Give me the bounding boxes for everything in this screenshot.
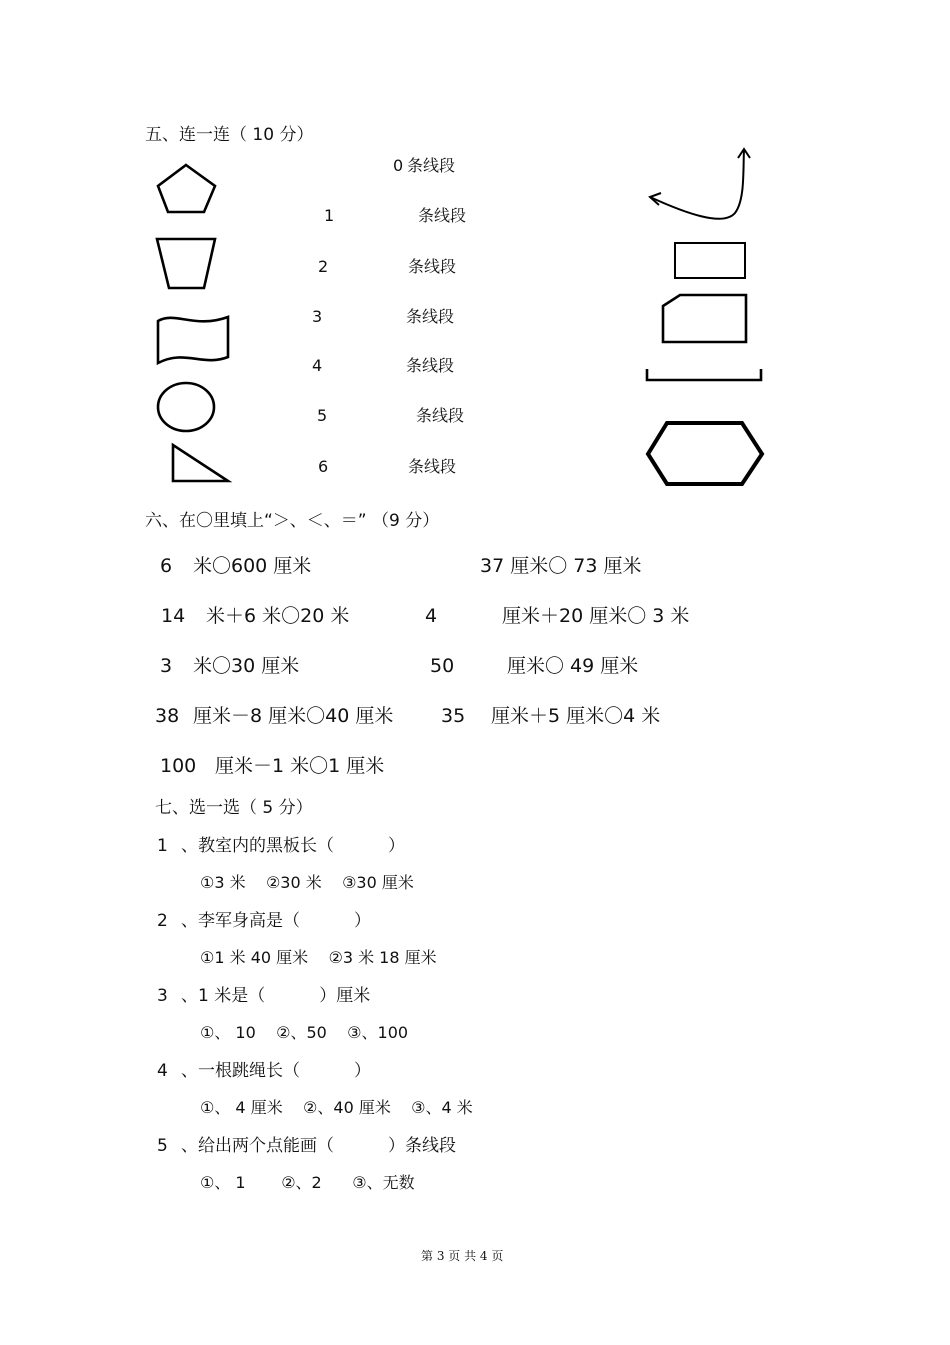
compare-left-num: 6 — [160, 555, 173, 577]
question-text: 、李军身高是（ ） — [181, 911, 372, 931]
section6-title: 六、在〇里填上“＞、＜、＝” （9 分） — [145, 511, 440, 531]
curved-arrow-icon — [645, 145, 760, 230]
rectangle-icon — [672, 240, 752, 282]
compare-right-expr: 37 厘米〇 73 厘米 — [480, 555, 642, 577]
count-num-5: 5 — [317, 406, 328, 425]
question-text: 、一根跳绳长（ ） — [181, 1061, 372, 1081]
compare-right-expr: 厘米＋20 厘米〇 3 米 — [502, 605, 690, 627]
question-text: 、教室内的黑板长（ ） — [181, 836, 406, 856]
count-label-4: 条线段 — [406, 356, 455, 375]
circle-icon — [155, 380, 220, 435]
count-num-2: 2 — [318, 257, 329, 276]
count-num-0: 0 — [393, 156, 404, 175]
page-number: 第 3 页 共 4 页 — [421, 1249, 504, 1263]
compare-left-num: 14 — [161, 605, 186, 627]
trapezoid-icon — [155, 236, 220, 291]
compare-right-expr: 厘米＋5 厘米〇4 米 — [491, 705, 661, 727]
question-number: 1 — [157, 836, 168, 856]
count-num-3: 3 — [312, 307, 323, 326]
hexagon-icon — [645, 420, 767, 488]
cut-corner-pentagon-icon — [660, 292, 752, 347]
question-text: 、给出两个点能画（ ）条线段 — [181, 1136, 457, 1156]
count-label-5: 条线段 — [416, 406, 465, 425]
compare-right-expr: 厘米〇 49 厘米 — [507, 655, 639, 677]
compare-left-num: 3 — [160, 655, 173, 677]
pentagon-icon — [155, 162, 220, 217]
count-label-1: 条线段 — [418, 206, 467, 225]
section7-title: 七、选一选（ 5 分） — [155, 798, 313, 818]
count-label-2: 条线段 — [408, 257, 457, 276]
compare-left-expr: 米〇600 厘米 — [193, 555, 312, 577]
compare-left-expr: 厘米－1 米〇1 厘米 — [215, 755, 385, 777]
count-label-0: 条线段 — [407, 156, 456, 175]
section5-title: 五、连一连（ 10 分） — [145, 125, 314, 145]
question-options: ①1 米 40 厘米 ②3 米 18 厘米 — [200, 948, 437, 967]
question-options: ①3 米 ②30 米 ③30 厘米 — [200, 873, 414, 892]
question-number: 3 — [157, 986, 168, 1006]
count-num-6: 6 — [318, 457, 329, 476]
question-options: ①、 10 ②、50 ③、100 — [200, 1023, 409, 1042]
question-options: ①、 1 ②、2 ③、无数 — [200, 1173, 415, 1192]
compare-left-expr: 厘米－8 厘米〇40 厘米 — [193, 705, 394, 727]
question-options: ①、 4 厘米 ②、40 厘米 ③、4 米 — [200, 1098, 473, 1117]
compare-left-expr: 米〇30 厘米 — [193, 655, 300, 677]
question-number: 2 — [157, 911, 168, 931]
compare-right-num: 35 — [441, 705, 466, 727]
question-number: 5 — [157, 1136, 168, 1156]
compare-right-num: 4 — [425, 605, 438, 627]
question-number: 4 — [157, 1061, 168, 1081]
right-triangle-icon — [170, 443, 235, 485]
compare-left-num: 100 — [160, 755, 197, 777]
bracket-icon — [644, 367, 766, 385]
count-num-1: 1 — [324, 206, 335, 225]
wavy-quad-icon — [155, 311, 235, 366]
compare-right-num: 50 — [430, 655, 455, 677]
compare-left-num: 38 — [155, 705, 180, 727]
count-label-6: 条线段 — [408, 457, 457, 476]
count-label-3: 条线段 — [406, 307, 455, 326]
question-text: 、1 米是（ ）厘米 — [181, 986, 371, 1006]
compare-left-expr: 米＋6 米〇20 米 — [206, 605, 350, 627]
count-num-4: 4 — [312, 356, 323, 375]
